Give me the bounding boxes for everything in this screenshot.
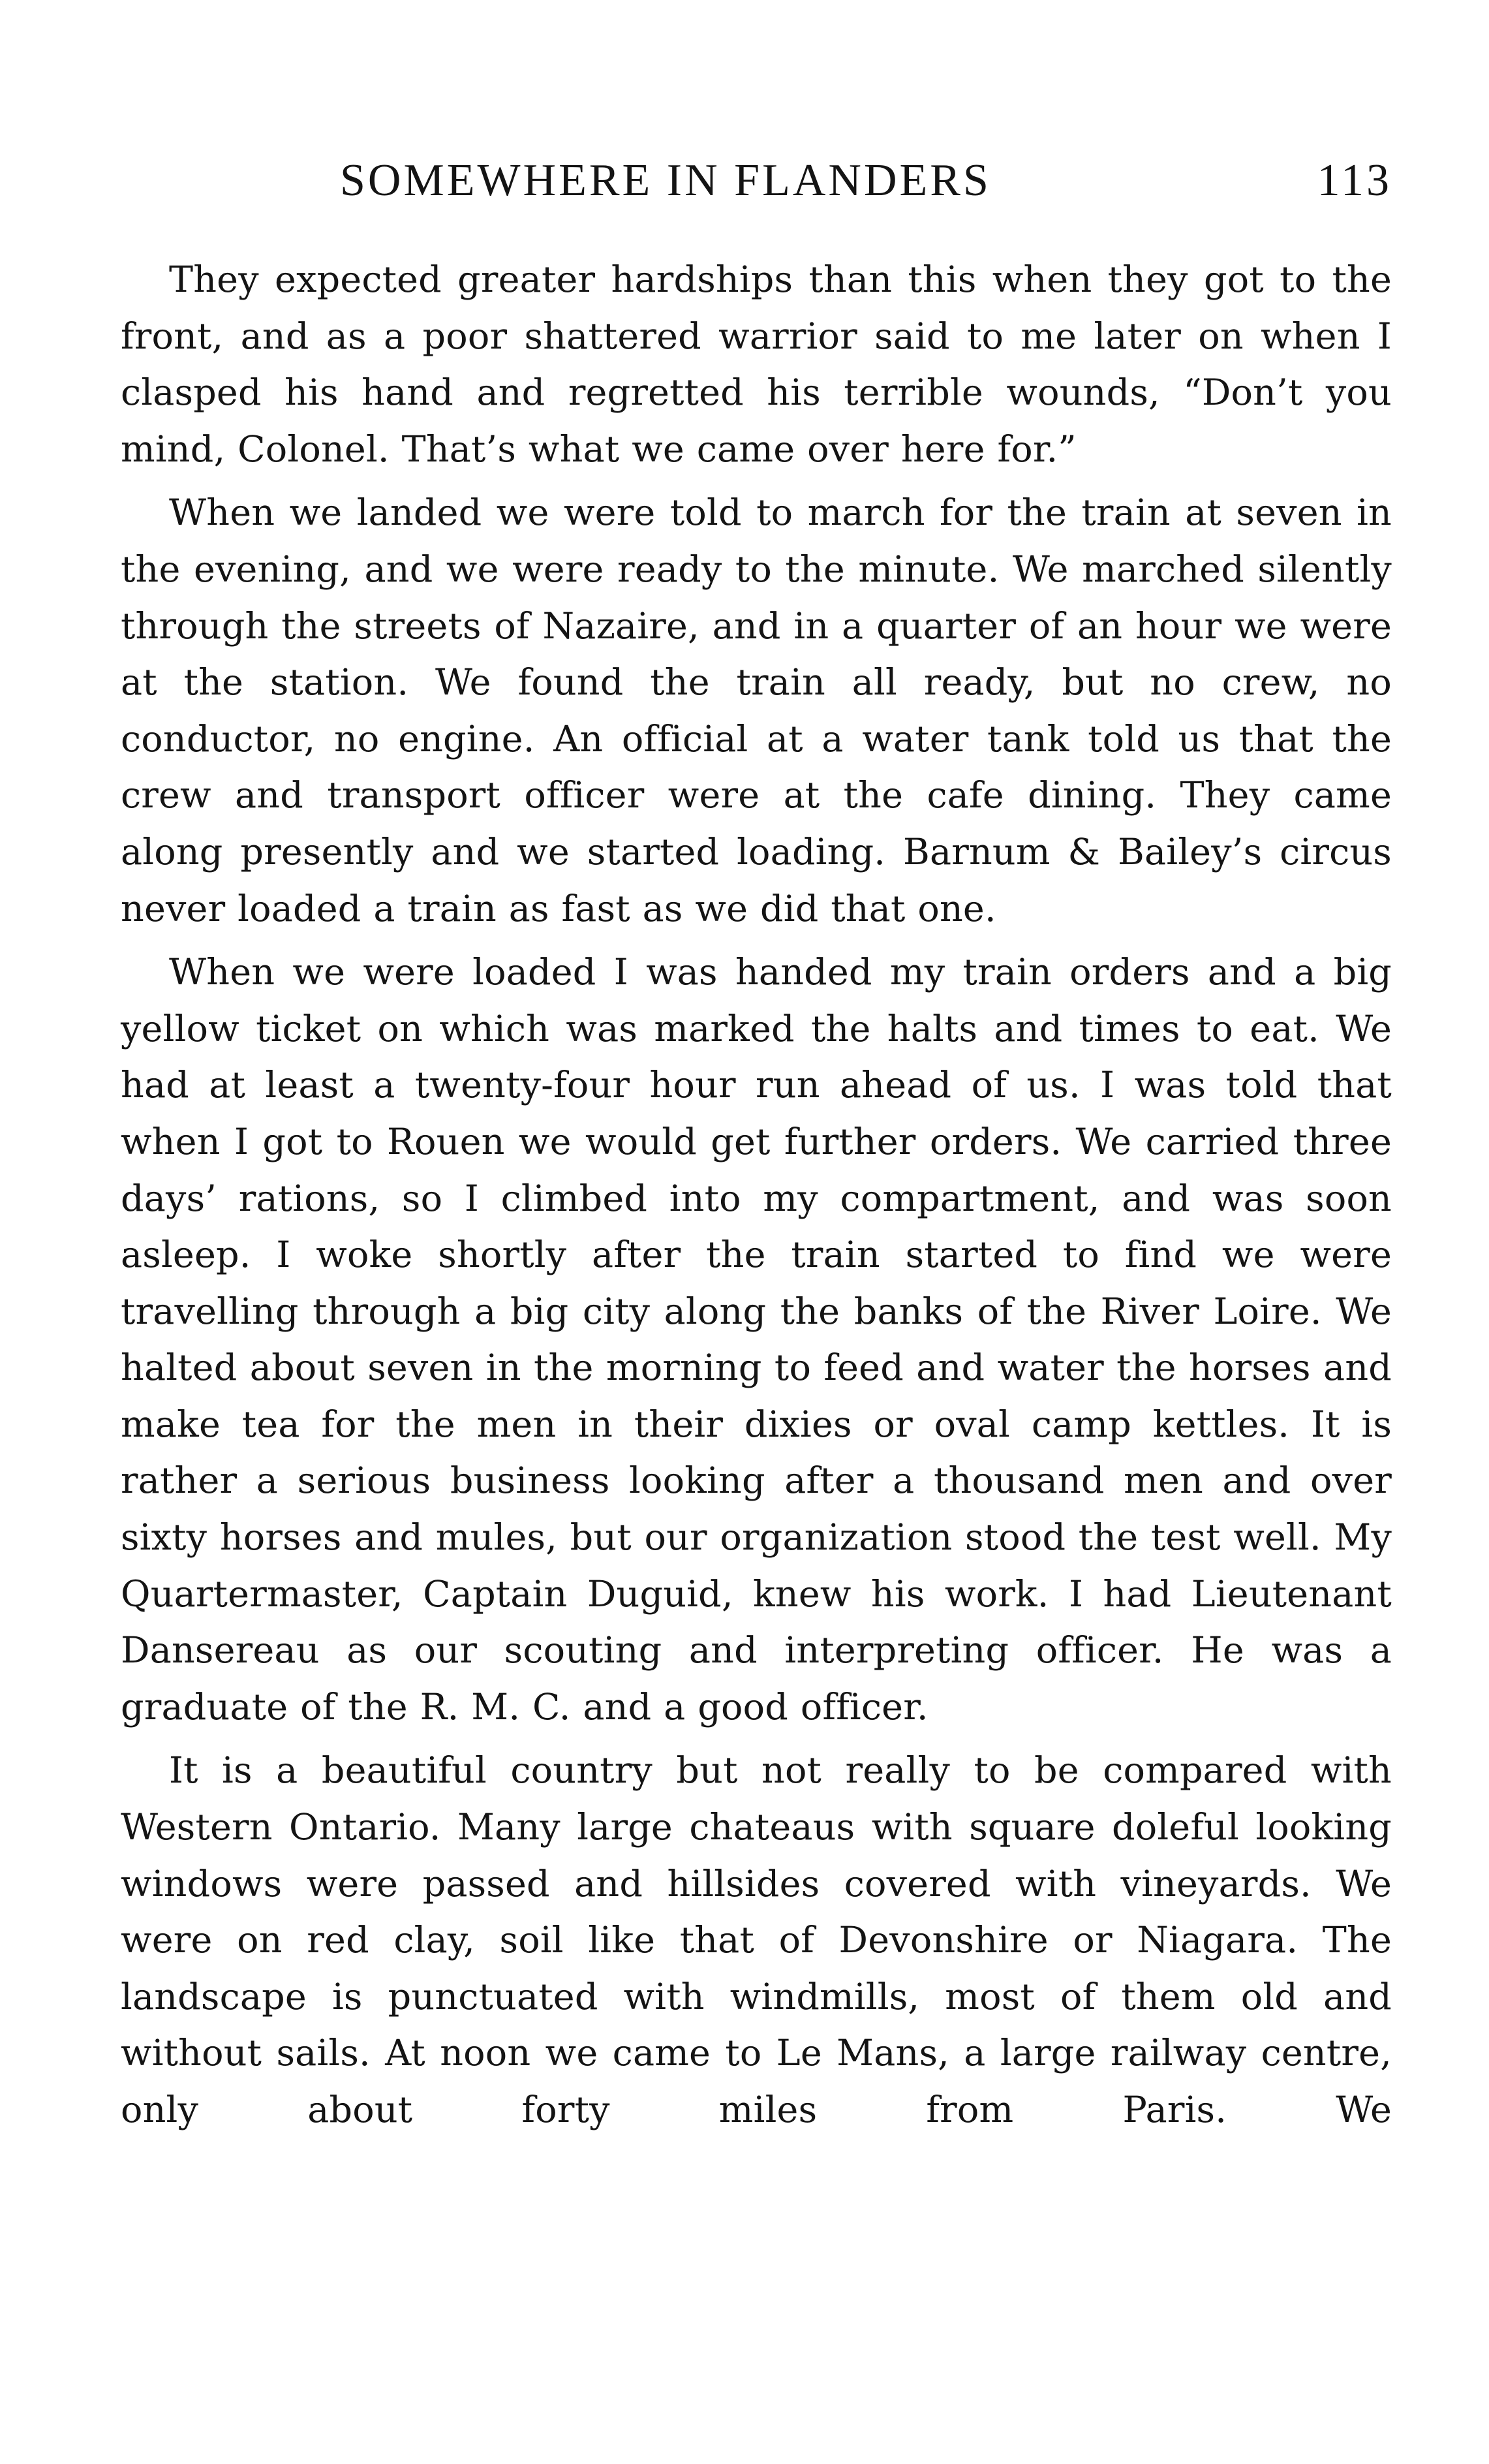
running-title: SOMEWHERE IN FLANDERS xyxy=(340,155,991,206)
paragraph: It is a beautiful country but not really to be compared with Western Ontario. Many large chateaus with square doleful looking windows were passed and hillsides covered with vineyards. We were on red clay, soil like that of Devonshire or Niagara. The landscape is punctuated with windmills, most of them old and without sails. At noon we came to Le Mans, a large railway centre, only about forty miles from Paris. We xyxy=(121,1749,1392,2131)
paragraph: When we were loaded I was handed my train orders and a big yellow ticket on which was marked the halts and times to eat. We had at least a twenty-four hour run ahead of us. I was told that when I got to Rouen we would get further orders. We carried three days’ rations, so I climbed into my compartment, and was soon asleep. I woke shortly after the train started to find we were travelling through a big city along the banks of the River Loire. We halted about seven in the morning to feed and water the horses and make tea for the men in their dixies or oval camp kettles. It is rather a serious business looking after a thousand men and over sixty horses and mules, but our organization stood the test well. My Quartermaster, Captain Duguid, knew his work. I had Lieutenant Dansereau as our scouting and interpreting officer. He was a graduate of the R. M. C. and a good officer. xyxy=(121,951,1392,1728)
paragraph: They expected greater hardships than this when they got to the front, and as a poor shattered warrior said to me later on when I clasped his hand and regretted his terrible wounds, “Don’t you mind, Colonel. That’s what we came over here for.” xyxy=(121,258,1392,471)
body-text xyxy=(121,252,1392,2146)
running-head xyxy=(121,151,1392,210)
paragraph: When we landed we were told to march for the train at seven in the evening, and we were ready to the minute. We marched silently through the streets of Nazaire, and in a quarter of an hour we were at the station. We found the train all ready, but no crew, no conductor, no engine. An official at a water tank told us that the crew and transport officer were at the cafe dining. They came along presently and we started loading. Barnum & Bailey’s circus never loaded a train as fast as we did that one. xyxy=(121,491,1392,930)
page-number: 113 xyxy=(1317,155,1392,206)
